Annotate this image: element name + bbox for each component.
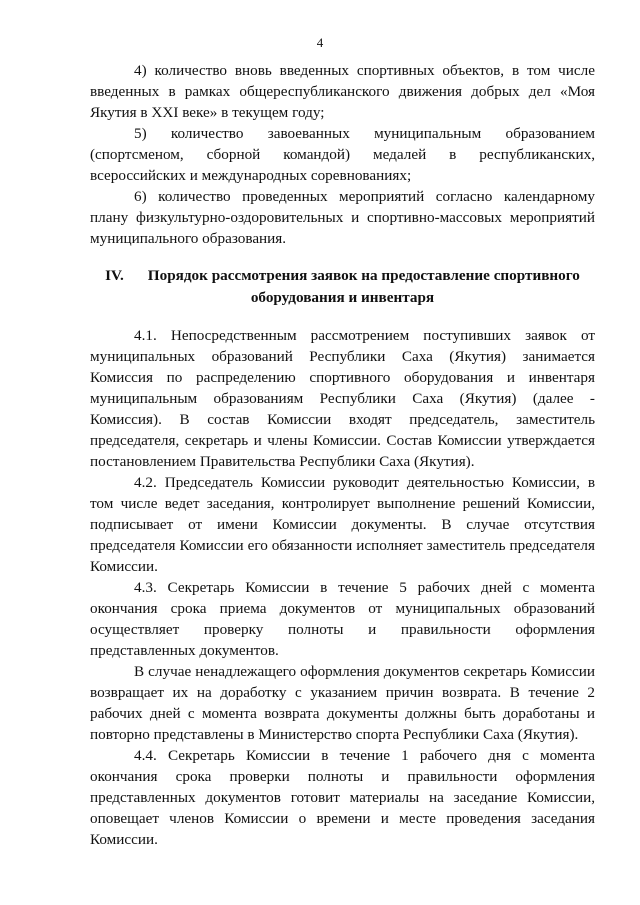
paragraph-4-1: 4.1. Непосредственным рассмотрением поступивших заявок от муниципальных образований Республики Саха (Якутия) занимается Комиссия по распределению спортивного оборудования и инвентаря муниципальным образованиям Республики Саха (Якутия) (далее - Комиссия). В состав Комиссии входят председатель, заместитель председателя, секретарь и члены Комиссии. Состав Комиссии утверждается постановлением Правительства Республики Саха (Якутия). [90,327,595,470]
list-item-5: 5) количество завоеванных муниципальным образованием (спортсменом, сборной командой) медалей в республиканских, всероссийских и международных соревнованиях; [90,125,595,184]
list-item-4: 4) количество вновь введенных спортивных объектов, в том числе введенных в рамках общереспубликанского движения добрых дел «Моя Якутия в XXI веке» в текущем году; [90,62,595,121]
section-number: IV. [105,267,124,284]
document-body [90,60,595,850]
paragraph-4-3-return: В случае ненадлежащего оформления документов секретарь Комиссии возвращает их на доработку с указанием причин возврата. В течение 2 рабочих дней с момента возврата документы должны быть доработаны и повторно представлены в Министерство спорта Республики Саха (Якутия). [90,663,595,743]
list-item-6: 6) количество проведенных мероприятий согласно календарному плану физкультурно-оздоровительных и спортивно-массовых мероприятий муниципального образования. [90,188,595,247]
page-number: 4 [316,35,324,50]
paragraph-4-3: 4.3. Секретарь Комиссии в течение 5 рабочих дней с момента окончания срока приема документов от муниципальных образований осуществляет проверку полноты и правильности оформления представленных документов. [90,579,595,659]
paragraph-4-4: 4.4. Секретарь Комиссии в течение 1 рабочего дня с момента окончания срока проверки полноты и правильности оформления представленных документов готовит материалы на заседание Комиссии, оповещает членов Комиссии о времени и месте проведения заседания Комиссии. [90,747,595,848]
paragraph-4-2: 4.2. Председатель Комиссии руководит деятельностью Комиссии, в том числе ведет заседания, контролирует выполнение решений Комиссии, подписывает от имени Комиссии документы. В случае отсутствия председателя Комиссии его обязанности исполняет заместитель председателя Комиссии. [90,474,595,575]
section-title: Порядок рассмотрения заявок на предоставление спортивного оборудования и инвентаря [147,267,580,306]
section-heading [90,265,595,309]
